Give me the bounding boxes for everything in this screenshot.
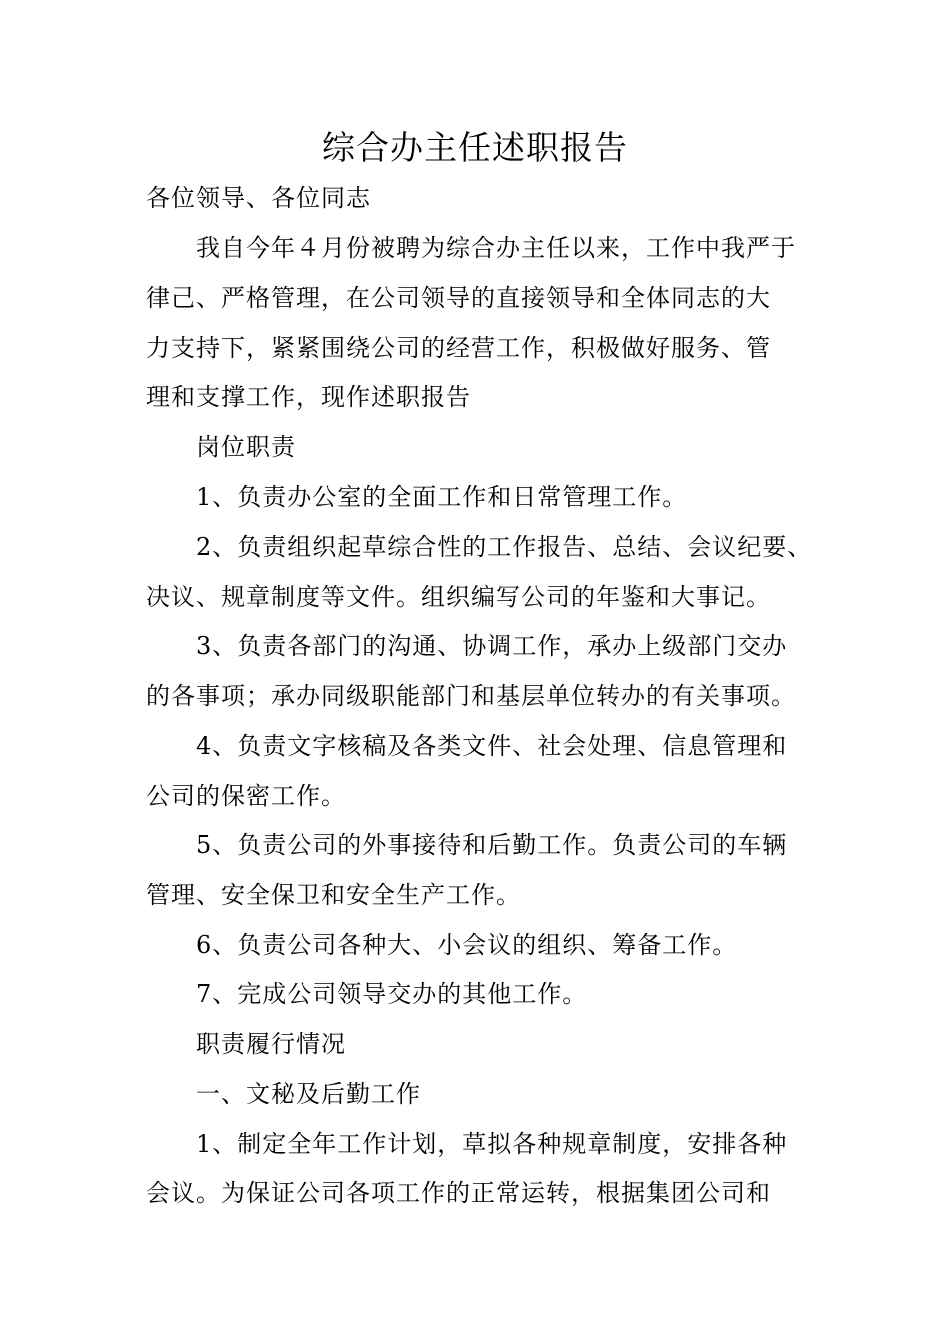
subsection-heading: 一、文秘及后勤工作 [196,1080,421,1108]
list-item: 7、完成公司领导交办的其他工作。 [196,980,588,1008]
list-item-continued: 决议、规章制度等文件。组织编写公司的年鉴和大事记。 [146,583,771,611]
list-item-continued: 会议。为保证公司各项工作的正常运转，根据集团公司和 [146,1179,771,1207]
paragraph-line: 我自今年４月份被聘为综合办主任以来，工作中我严于 [196,234,796,262]
list-item: 1、负责办公室的全面工作和日常管理工作。 [196,483,688,511]
list-item: 6、负责公司各种大、小会议的组织、筹备工作。 [196,931,738,959]
document-title: 综合办主任述职报告 [322,128,628,167]
list-item-continued: 的各事项；承办同级职能部门和基层单位转办的有关事项。 [146,682,796,710]
section-heading: 职责履行情况 [196,1030,346,1058]
list-item-continued: 管理、安全保卫和安全生产工作。 [146,881,521,909]
salutation: 各位领导、各位同志 [146,184,371,212]
list-item: 3、负责各部门的沟通、协调工作，承办上级部门交办 [196,632,788,660]
list-item: 4、负责文字核稿及各类文件、社会处理、信息管理和 [196,732,788,760]
paragraph-line: 力支持下，紧紧围绕公司的经营工作，积极做好服务、管 [146,334,771,362]
list-item: 1、制定全年工作计划，草拟各种规章制度，安排各种 [196,1130,788,1158]
section-heading: 岗位职责 [196,433,296,461]
list-item: 5、负责公司的外事接待和后勤工作。负责公司的车辆 [196,831,788,859]
list-item: 2、负责组织起草综合性的工作报告、总结、会议纪要、 [196,533,813,561]
list-item-continued: 公司的保密工作。 [146,782,346,810]
paragraph-line: 律己、严格管理，在公司领导的直接领导和全体同志的大 [146,284,771,312]
paragraph-line: 理和支撑工作，现作述职报告 [146,383,471,411]
